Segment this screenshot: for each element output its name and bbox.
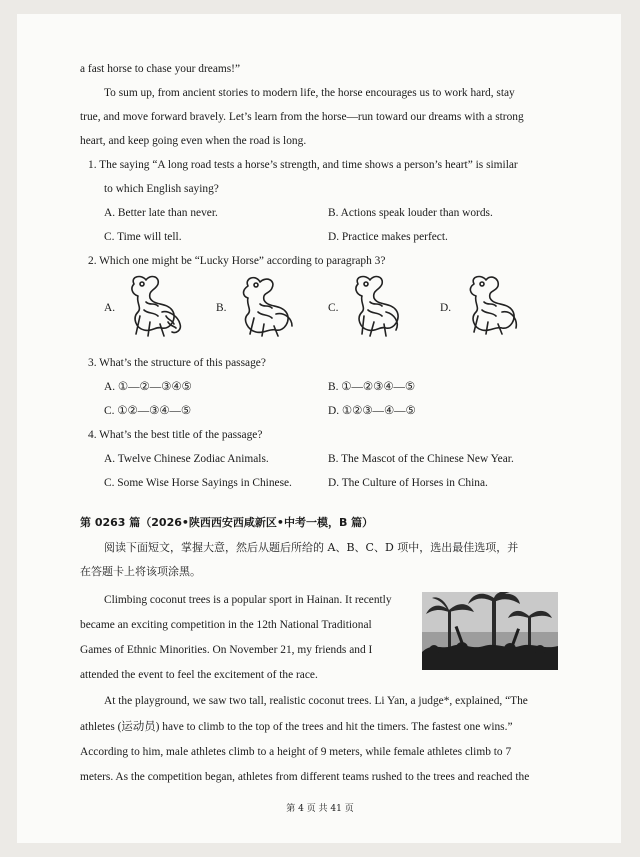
article-line: attended the event to feel the excitement of the race. <box>80 669 318 681</box>
article-line: athletes (运动员) have to climb to the top of the trees and hit the timers. The fastest one wins.” <box>80 721 513 733</box>
article-line: became an exciting competition in the 12th National Traditional <box>80 619 372 631</box>
question-2-stem: 2. Which one might be “Lucky Horse” according to paragraph 3? <box>88 255 386 267</box>
horse-option-d-label: D. <box>440 302 452 314</box>
question-3-option-d: D. ①②③—④—⑤ <box>328 405 416 417</box>
question-1-stem: 1. The saying “A long road tests a horse’s strength, and time shows a person’s heart” is similar <box>88 159 518 171</box>
question-4-option-a: A. Twelve Chinese Zodiac Animals. <box>104 453 269 465</box>
question-3-stem: 3. What’s the structure of this passage? <box>88 357 266 369</box>
question-1-option-a: A. Better late than never. <box>104 207 218 219</box>
horse-papercut-icon <box>456 272 520 338</box>
horse-option-a-label: A. <box>104 302 116 314</box>
question-4-option-c: C. Some Wise Horse Sayings in Chinese. <box>104 477 292 489</box>
instruction-line: 在答题卡上将该项涂黑。 <box>80 565 201 578</box>
article-line: Climbing coconut trees is a popular sport in Hainan. It recently <box>104 594 392 606</box>
article-line: Games of Ethnic Minorities. On November 21, my friends and I <box>80 644 373 656</box>
horse-option-c-label: C. <box>328 302 339 314</box>
question-1-option-d: D. Practice makes perfect. <box>328 231 448 243</box>
article-line: According to him, male athletes climb to a height of 9 meters, while female athletes climb to 7 <box>80 746 512 758</box>
passage-line: a fast horse to chase your dreams!” <box>80 63 241 75</box>
page-number-footer: 第 4 页 共 41 页 <box>286 804 354 814</box>
article-line: At the playground, we saw two tall, realistic coconut trees. Li Yan, a judge*, explained, “The <box>104 695 528 707</box>
question-3-option-a: A. ①—②—③④⑤ <box>104 381 192 393</box>
instruction-line: 阅读下面短文，掌握大意，然后从题后所给的 A、B、C、D 项中，选出最佳选项，并 <box>104 541 519 554</box>
article-line: meters. As the competition began, athletes from different teams rushed to the trees and reached the <box>80 771 530 783</box>
passage-line: heart, and keep going even when the road is long. <box>80 135 307 147</box>
horse-option-b-label: B. <box>216 302 227 314</box>
question-1-option-b: B. Actions speak louder than words. <box>328 207 493 219</box>
horse-papercut-icon <box>232 272 296 338</box>
question-4-option-d: D. The Culture of Horses in China. <box>328 477 488 489</box>
horse-papercut-icon <box>120 272 184 338</box>
passage-line: To sum up, from ancient stories to modern life, the horse encourages us to work hard, stay <box>104 87 515 99</box>
passage-line: true, and move forward bravely. Let’s learn from the horse—run toward our dreams with a strong <box>80 111 524 123</box>
horse-options <box>104 272 564 344</box>
question-3-option-b: B. ①—②③④—⑤ <box>328 381 416 393</box>
horse-papercut-icon <box>344 272 408 338</box>
question-4-option-b: B. The Mascot of the Chinese New Year. <box>328 453 514 465</box>
question-4-stem: 4. What’s the best title of the passage? <box>88 429 263 441</box>
question-1-stem: to which English saying? <box>104 183 219 195</box>
question-3-option-c: C. ①②—③④—⑤ <box>104 405 192 417</box>
coconut-tree-photo <box>422 592 558 670</box>
question-1-option-c: C. Time will tell. <box>104 231 182 243</box>
section-heading: 第 0263 篇（2026•陕西西安西咸新区•中考一模，B 篇） <box>80 516 374 529</box>
